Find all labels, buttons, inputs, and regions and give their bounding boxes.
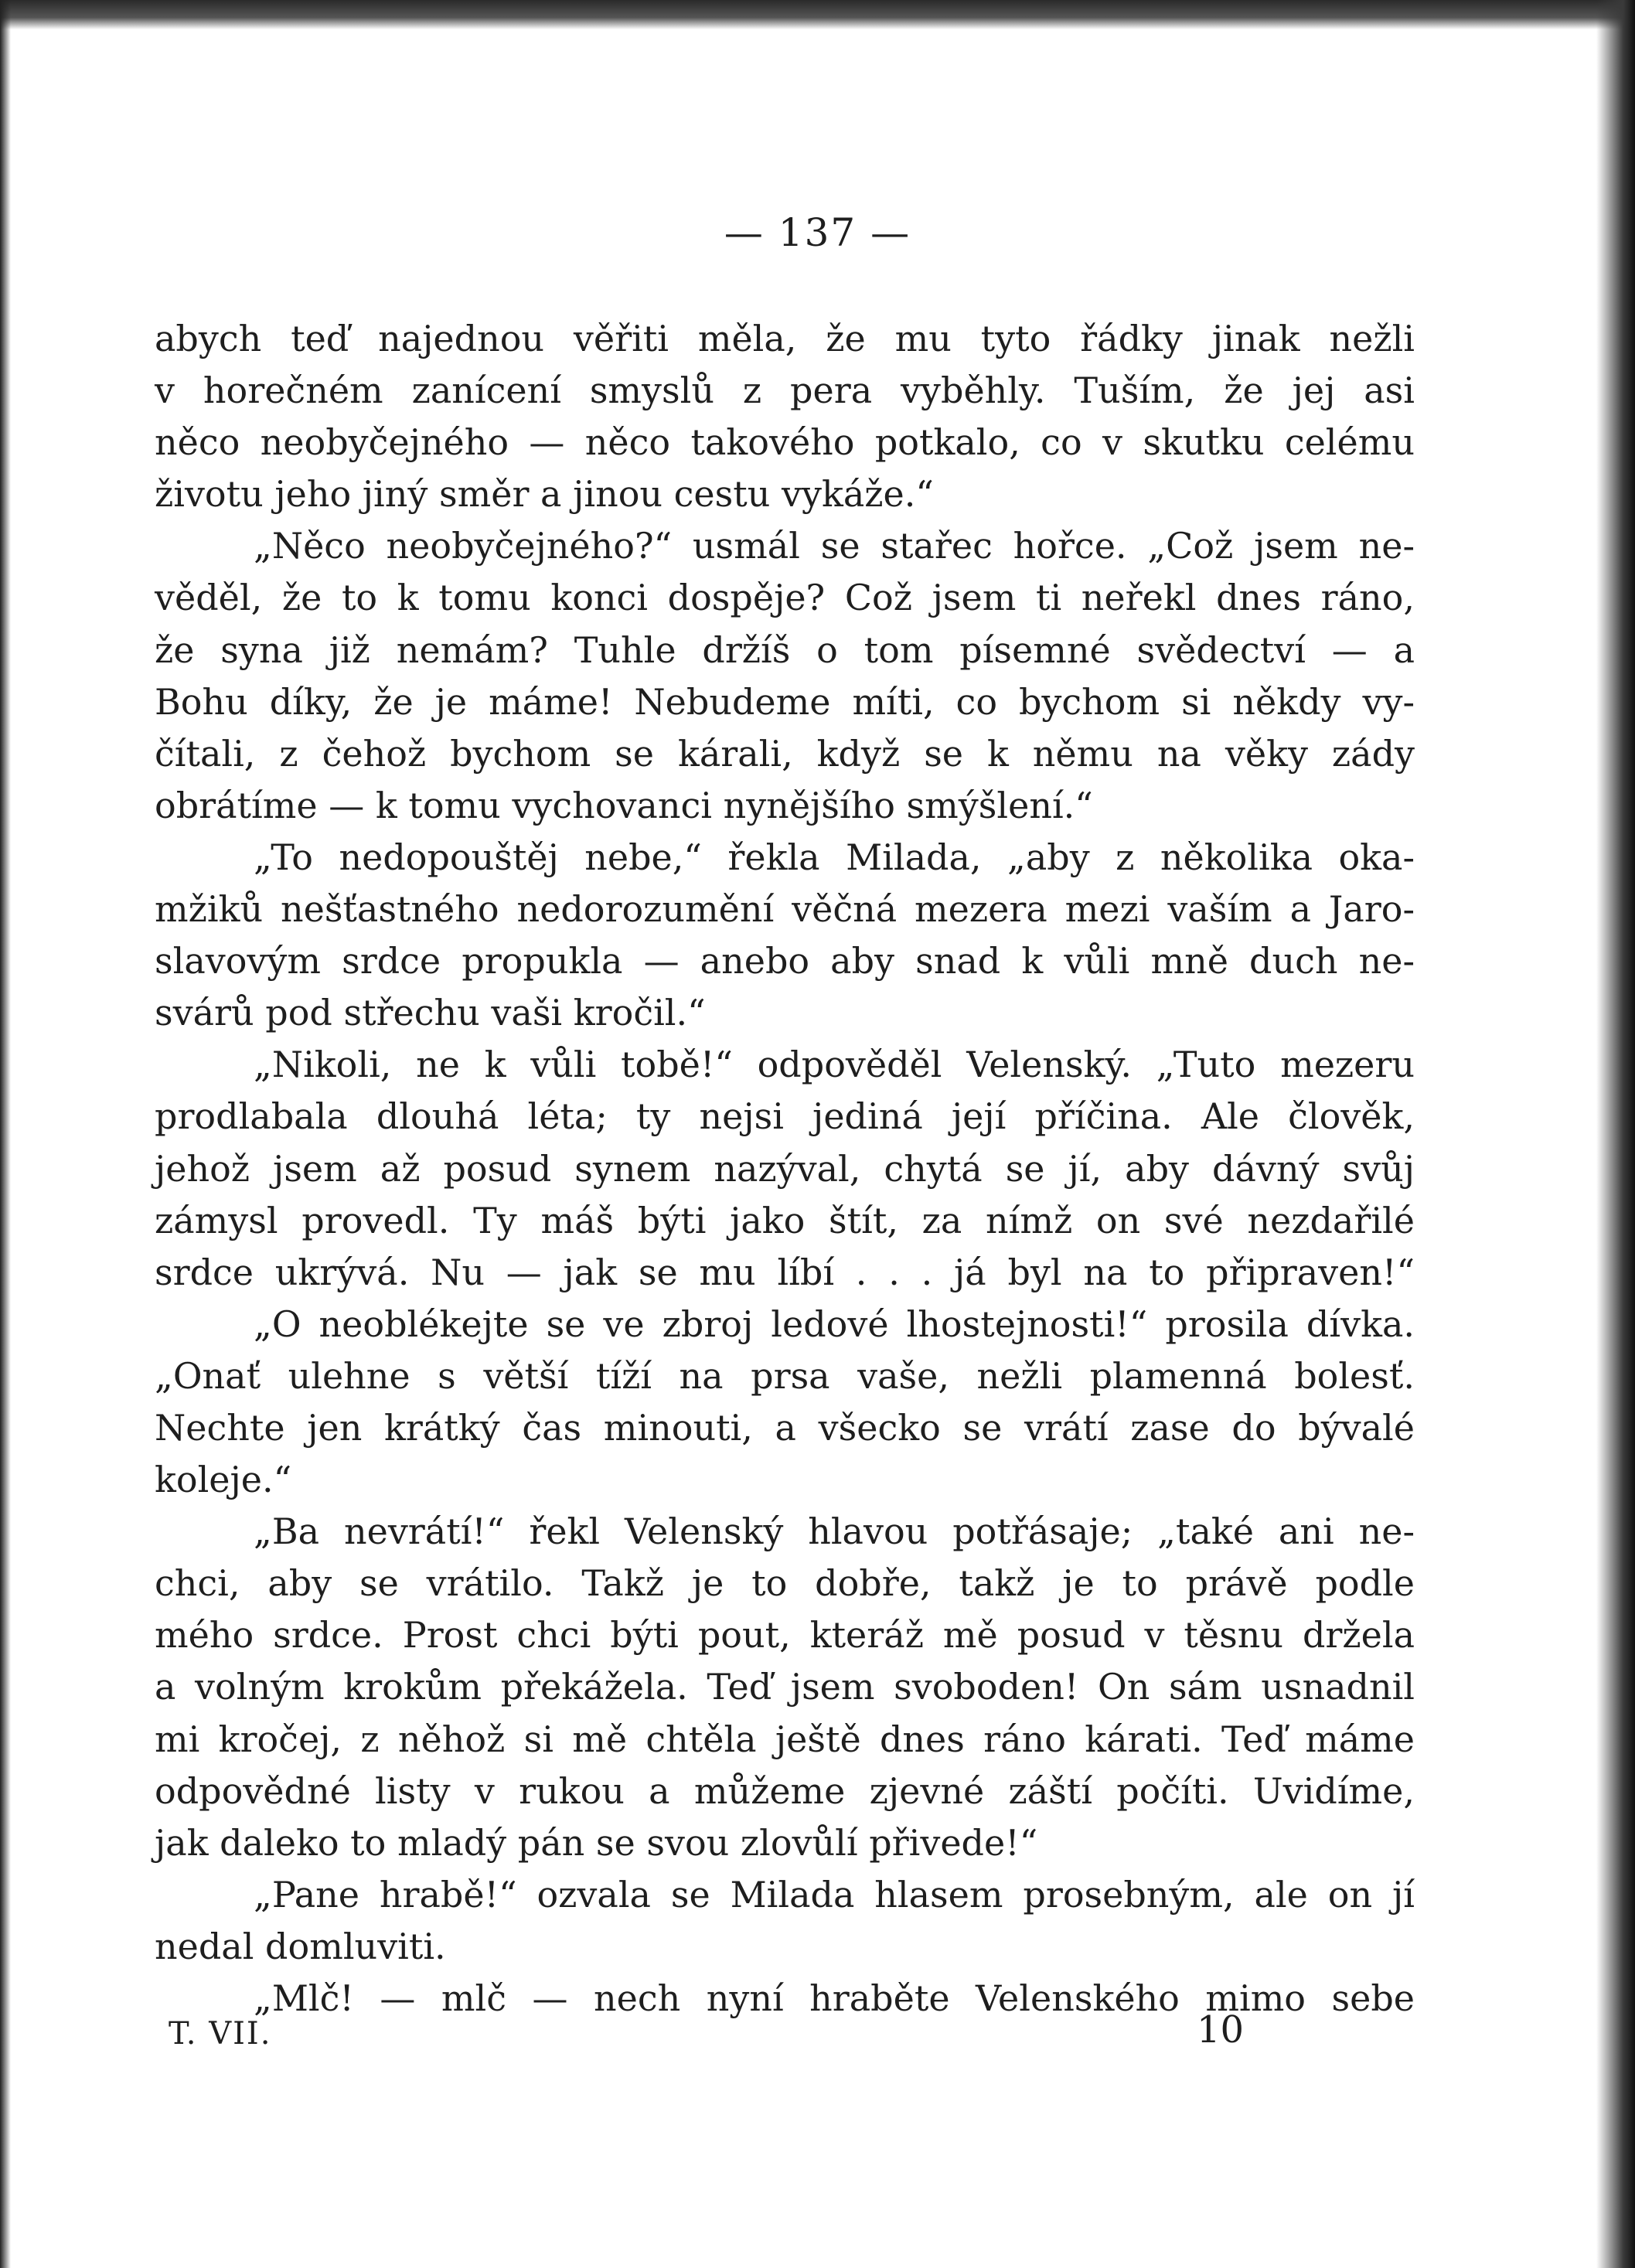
text-line: že syna již nemám? Tuhle držíš o tom písemné svědectví — a (155, 628, 1415, 671)
text-line: „Ba nevrátí!“ řekl Velenský hlavou potřásaje; „také ani ne- (254, 1510, 1415, 1553)
text-line: slavovým srdce propukla — anebo aby snad k vůli mně duch ne- (155, 940, 1415, 982)
text-line: abych teď najednou věřiti měla, že mu tyto řádky jinak nežli (155, 318, 1415, 359)
text-line: životu jeho jiný směr a jinou cestu vykáže.“ (155, 473, 934, 516)
text-line: věděl, že to k tomu konci dospěje? Což jsem ti neřekl dnes ráno, (155, 577, 1415, 619)
sheet-number: 10 (1197, 2008, 1245, 2052)
text-line: „O neoblékejte se ve zbroj ledové lhostejnosti!“ prosila dívka. (254, 1303, 1415, 1345)
text-line: jak daleko to mladý pán se svou zlovůlí přivede!“ (155, 1821, 1038, 1864)
text-line: čítali, z čehož bychom se kárali, když se k němu na věky zády (155, 732, 1415, 775)
page-number-header: — 137 — (724, 210, 911, 255)
text-line: koleje.“ (155, 1459, 292, 1501)
text-line: jehož jsem až posud synem nazýval, chytá se jí, aby dávný svůj (155, 1147, 1415, 1190)
scan-right-edge (1596, 0, 1635, 2268)
text-line: svárů pod střechu vaši kročil.“ (155, 992, 706, 1034)
scan-top-edge (0, 0, 1635, 29)
text-line: nedal domluviti. (155, 1925, 446, 1967)
text-line: mi kročej, z něhož si mě chtěla ještě dnes ráno kárati. Teď máme (155, 1718, 1415, 1760)
text-line: v horečném zanícení smyslů z pera vyběhly. Tuším, že jej asi (155, 369, 1415, 412)
text-line: a volným krokům překážela. Teď jsem svoboden! On sám usnadnil (155, 1666, 1415, 1708)
signature-mark: T. VII. (169, 2016, 272, 2052)
text-line: chci, aby se vrátilo. Takž je to dobře, takž je to právě podle (155, 1562, 1415, 1605)
text-line: mžiků nešťastného nedorozumění věčná mezera mezi vaším a Jaro- (155, 888, 1415, 931)
text-line: zámysl provedl. Ty máš býti jako štít, za nímž on své nezdařilé (155, 1199, 1415, 1241)
text-line: „Něco neobyčejného?“ usmál se stařec hořce. „Což jsem ne- (254, 525, 1415, 567)
text-line: něco neobyčejného — něco takového potkalo, co v skutku celému (155, 421, 1415, 464)
text-line: odpovědné listy v rukou a můžeme zjevné záští počíti. Uvidíme, (155, 1769, 1415, 1812)
text-line: „Nikoli, ne k vůli tobě!“ odpověděl Velenský. „Tuto mezeru (254, 1044, 1415, 1086)
scan-left-edge (0, 0, 11, 2268)
text-line: prodlabala dlouhá léta; ty nejsi jediná její příčina. Ale člověk, (155, 1095, 1415, 1138)
text-line: Bohu díky, že je máme! Nebudeme míti, co bychom si někdy vy- (155, 680, 1415, 723)
text-line: „Onať ulehne s větší tíží na prsa vaše, nežli plamenná bolesť. (155, 1354, 1415, 1397)
text-line: mého srdce. Prost chci býti pout, kteráž mě posud v těsnu držela (155, 1614, 1415, 1657)
text-line: srdce ukrývá. Nu — jak se mu líbí . . . já byl na to připraven!“ (155, 1251, 1415, 1293)
text-line: Nechte jen krátký čas minouti, a všecko se vrátí zase do bývalé (155, 1406, 1415, 1449)
text-line: obrátíme — k tomu vychovanci nynějšího smýšlení.“ (155, 784, 1093, 826)
text-line: „To nedopouštěj nebe,“ řekla Milada, „aby z několika oka- (254, 836, 1415, 878)
body-text (155, 313, 1415, 2025)
text-line: „Mlč! — mlč — nech nyní hraběte Velenského mimo sebe (254, 1977, 1415, 2019)
text-line: „Pane hrabě!“ ozvala se Milada hlasem prosebným, ale on jí (254, 1873, 1415, 1916)
